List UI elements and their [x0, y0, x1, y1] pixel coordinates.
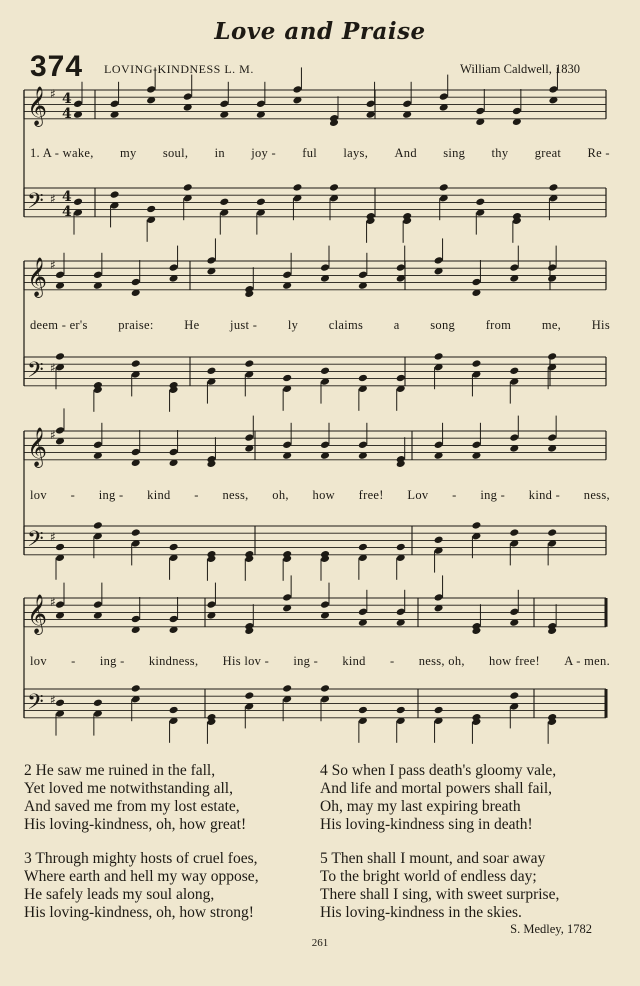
lyric-line-1: [30, 146, 610, 161]
lyric-syllable: His lov -: [222, 654, 270, 668]
sharp-icon: ♯: [50, 530, 56, 544]
composer-credit: William Caldwell, 1830: [460, 62, 580, 76]
lyric-syllable: lov: [30, 654, 47, 668]
notehead: [434, 593, 444, 602]
lyric-syllable: how: [312, 488, 335, 502]
lyric-syllable: His: [591, 318, 610, 332]
lyric-syllable: A - men.: [564, 654, 610, 668]
author-credit: S. Medley, 1782: [510, 922, 592, 936]
notehead: [282, 684, 292, 693]
notehead: [183, 183, 193, 192]
bass-clef-icon: 𝄢: [27, 527, 44, 557]
notehead: [475, 198, 485, 207]
lyric-syllable: 1. A - wake,: [30, 146, 94, 160]
notehead: [292, 183, 302, 192]
notehead: [434, 441, 444, 450]
notehead: [434, 536, 444, 545]
notehead: [320, 263, 330, 272]
lyric-syllable: in: [214, 146, 225, 160]
notehead: [320, 367, 330, 376]
notehead: [292, 85, 302, 94]
lyric-line-2: [30, 318, 610, 333]
lyric-syllable: ful: [302, 146, 318, 160]
notehead: [366, 100, 376, 109]
notehead: [509, 263, 519, 272]
notehead: [358, 706, 368, 715]
notehead: [183, 92, 193, 101]
notehead: [131, 359, 141, 368]
sharp-icon: ♯: [50, 258, 56, 272]
lyric-syllable: lov: [30, 488, 47, 502]
time-signature: 4: [62, 204, 72, 220]
notehead: [396, 374, 406, 383]
notehead: [548, 85, 558, 94]
sharp-icon: ♯: [50, 87, 56, 101]
lyric-syllable: sing: [443, 146, 466, 160]
notehead: [509, 433, 519, 442]
notehead: [396, 263, 406, 272]
lyric-syllable: ness,: [583, 488, 610, 502]
lyric-syllable: ing -: [480, 488, 506, 502]
notehead: [244, 359, 254, 368]
notehead: [358, 608, 368, 617]
lyric-syllable: lays,: [343, 146, 369, 160]
notehead: [110, 100, 120, 109]
lyric-syllable: kind -: [528, 488, 561, 502]
notehead: [547, 263, 557, 272]
lyric-syllable: kindness,: [148, 654, 199, 668]
notehead: [55, 426, 65, 435]
lyric-syllable: -: [70, 488, 76, 502]
notehead: [169, 263, 179, 272]
sharp-icon: ♯: [50, 361, 56, 375]
notehead: [402, 100, 412, 109]
lyric-syllable: -: [194, 488, 199, 502]
lyric-syllable: Lov: [407, 488, 429, 502]
notehead: [509, 691, 519, 700]
bass-clef-icon: 𝄢: [27, 358, 44, 388]
notehead: [206, 256, 216, 265]
lyric-syllable: Re -: [587, 146, 610, 160]
sharp-icon: ♯: [50, 428, 56, 442]
notehead: [282, 593, 292, 602]
sharp-icon: ♯: [50, 693, 56, 707]
lyric-syllable: deem - er's: [30, 318, 88, 332]
notehead: [439, 183, 449, 192]
time-signature: 4: [62, 189, 72, 205]
notehead: [55, 543, 65, 552]
notehead: [471, 441, 481, 450]
notehead: [475, 107, 485, 116]
lyric-syllable: ing -: [98, 488, 124, 502]
notehead: [358, 441, 368, 450]
notehead: [471, 278, 481, 287]
lyric-syllable: -: [389, 654, 395, 668]
lyric-syllable: joy -: [251, 146, 276, 160]
lyric-syllable: kind: [342, 654, 366, 668]
notehead: [55, 352, 65, 361]
notehead: [169, 543, 179, 552]
lyric-syllable: how free!: [489, 654, 540, 668]
notehead: [509, 608, 519, 617]
notehead: [93, 271, 103, 280]
notehead: [358, 543, 368, 552]
notehead: [93, 521, 103, 530]
hymn-title: Love and Praise: [214, 18, 426, 45]
notehead: [329, 183, 339, 192]
notehead: [93, 600, 103, 609]
notehead: [434, 256, 444, 265]
notehead: [547, 352, 557, 361]
notehead: [512, 107, 522, 116]
notehead: [73, 198, 83, 207]
treble-clef-icon: 𝄞: [27, 427, 48, 467]
notehead: [93, 441, 103, 450]
notehead: [320, 441, 330, 450]
time-signature: 4: [62, 91, 72, 107]
notehead: [219, 100, 229, 109]
notehead: [256, 100, 266, 109]
notehead: [471, 359, 481, 368]
notehead: [320, 600, 330, 609]
notehead: [434, 706, 444, 715]
notehead: [358, 271, 368, 280]
lyric-syllable: -: [71, 654, 76, 668]
lyric-syllable: ly: [287, 318, 299, 332]
lyric-syllable: great: [534, 146, 562, 160]
notehead: [434, 352, 444, 361]
notehead: [396, 543, 406, 552]
lyric-syllable: kind: [147, 488, 171, 502]
bass-clef-icon: 𝄢: [27, 690, 44, 720]
notehead: [244, 691, 254, 700]
notehead: [110, 190, 120, 199]
lyric-syllable: my: [119, 146, 137, 160]
bass-clef-icon: 𝄢: [27, 189, 44, 219]
lyric-syllable: ing -: [293, 654, 319, 668]
notehead: [244, 433, 254, 442]
notehead: [131, 615, 141, 624]
verse-2: 2 He saw me ruined in the fall, Yet loved me notwithstanding all, And saved me from my lost estate, His loving-kindness, oh, how great!: [24, 762, 247, 833]
notehead: [131, 448, 141, 457]
notehead: [509, 528, 519, 537]
notehead: [55, 271, 65, 280]
lyric-syllable: thy: [491, 146, 509, 160]
notehead: [93, 699, 103, 708]
notehead: [131, 278, 141, 287]
notehead: [219, 198, 229, 207]
notehead: [146, 205, 156, 214]
notehead: [282, 374, 292, 383]
notehead: [55, 600, 65, 609]
notehead: [169, 706, 179, 715]
lyric-syllable: praise:: [118, 318, 154, 332]
lyric-line-4: [30, 654, 610, 669]
lyric-syllable: ness,: [222, 488, 249, 502]
verse-3: 3 Through mighty hosts of cruel foes, Where earth and hell my way oppose, He safely leads my soul along, His loving-kindness, oh, how strong!: [24, 850, 259, 921]
lyric-syllable: just -: [230, 318, 258, 332]
lyric-syllable: ness, oh,: [418, 654, 465, 668]
lyric-syllable: a: [393, 318, 400, 332]
lyric-syllable: claims: [328, 318, 364, 332]
lyric-syllable: soul,: [162, 146, 189, 160]
sharp-icon: ♯: [50, 192, 56, 206]
notehead: [439, 92, 449, 101]
treble-clef-icon: 𝄞: [27, 594, 48, 634]
notehead: [282, 271, 292, 280]
lyric-line-3: [30, 488, 610, 503]
notehead: [471, 521, 481, 530]
notehead: [509, 367, 519, 376]
lyric-syllable: -: [452, 488, 457, 502]
lyric-syllable: oh,: [272, 488, 289, 502]
time-signature: 4: [62, 106, 72, 122]
verse-4: 4 So when I pass death's gloomy vale, And life and mortal powers shall fail, Oh, may my last expiring breath His loving-kindness sing in death!: [320, 762, 557, 833]
notehead: [169, 448, 179, 457]
notehead: [256, 198, 266, 207]
notehead: [131, 684, 141, 693]
sharp-icon: ♯: [50, 595, 56, 609]
notehead: [73, 100, 83, 109]
page-number: 261: [311, 937, 329, 949]
lyric-syllable: free!: [358, 488, 384, 502]
notehead: [146, 85, 156, 94]
lyric-syllable: from: [485, 318, 512, 332]
tune-name: LOVING-KINDNESS L. M.: [104, 62, 254, 76]
hymn-number: 374: [30, 50, 84, 83]
notehead: [358, 374, 368, 383]
notehead: [206, 367, 216, 376]
notehead: [206, 600, 216, 609]
notehead: [396, 706, 406, 715]
notehead: [55, 699, 65, 708]
lyric-syllable: He: [184, 318, 200, 332]
lyric-syllable: song: [430, 318, 456, 332]
lyric-syllable: And: [394, 146, 417, 160]
treble-clef-icon: 𝄞: [27, 86, 48, 126]
notehead: [320, 684, 330, 693]
lyric-syllable: me,: [541, 318, 562, 332]
treble-clef-icon: 𝄞: [27, 257, 48, 297]
notehead: [169, 615, 179, 624]
notehead: [547, 528, 557, 537]
notehead: [282, 441, 292, 450]
notehead: [547, 433, 557, 442]
notehead: [548, 183, 558, 192]
notehead: [131, 528, 141, 537]
lyric-syllable: ing -: [99, 654, 125, 668]
notehead: [396, 608, 406, 617]
verse-5: 5 Then shall I mount, and soar away To the bright world of endless day; There shall I sing, with sweet surprise, His loving-kindness in the skies.: [320, 850, 560, 921]
